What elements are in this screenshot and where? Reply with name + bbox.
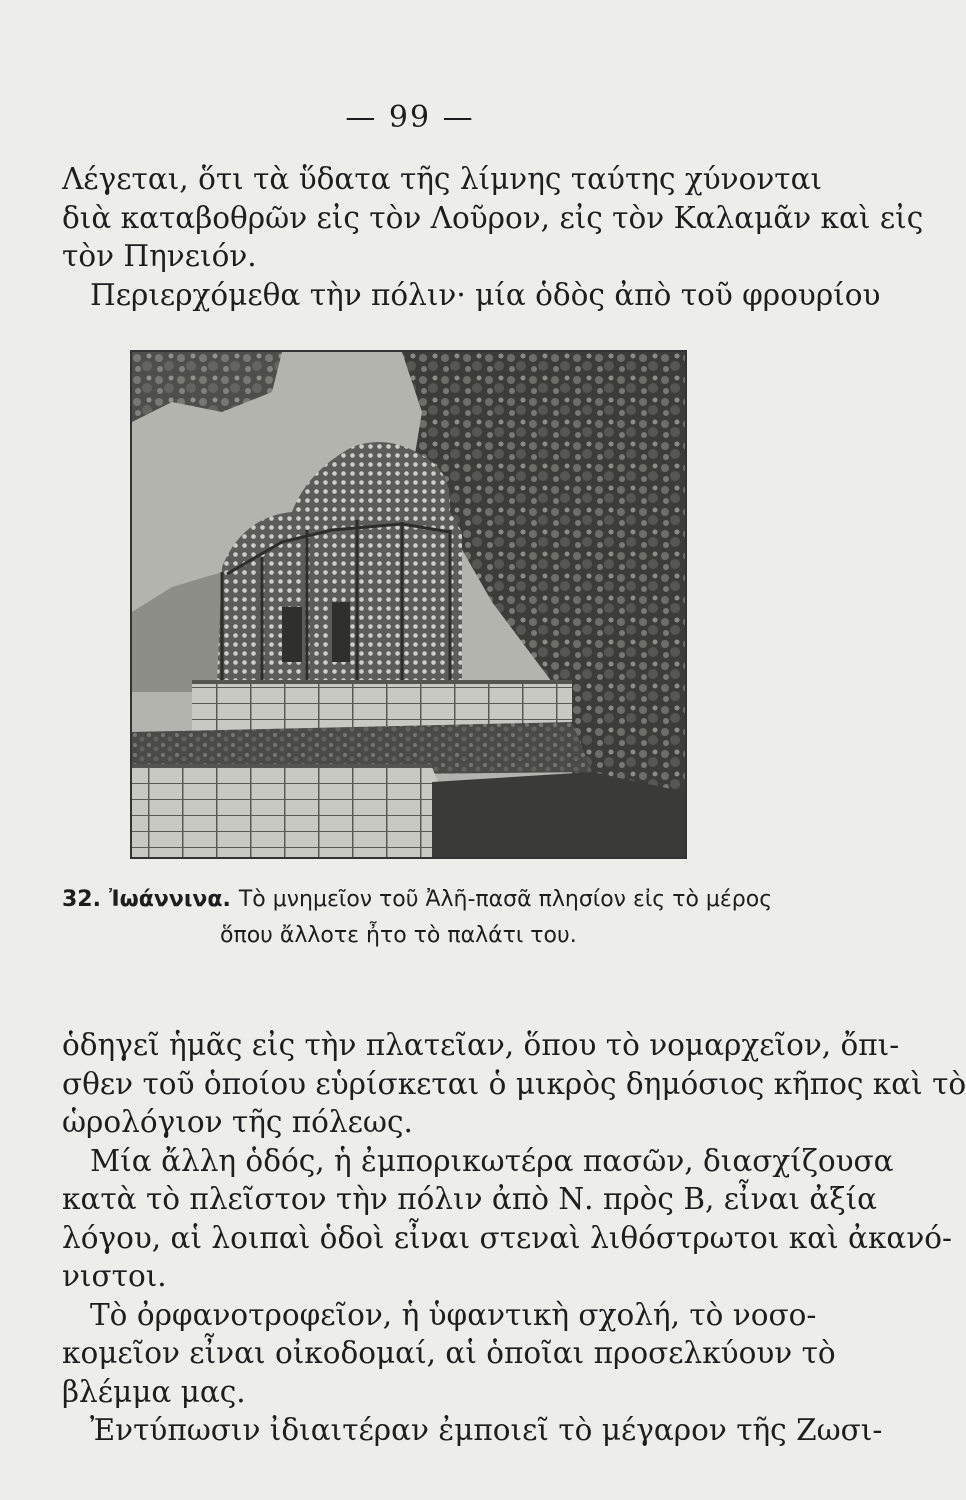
text-line: Λέγεται, ὅτι τὰ ὕδατα τῆς λίμνης ταύτης χύνονται [62,162,823,196]
text-line: Τὸ ὀρφανοτροφεῖον, ἡ ὑφαντικὴ σχολή, τὸ νοσο- [90,1297,817,1332]
text-line: ὡρολόγιον τῆς πόλεως. [62,1105,413,1139]
page-number: — 99 — [345,100,475,135]
monument-photograph [130,350,687,859]
text-line: κομεῖον εἶναι οἰκοδομαί, αἱ ὁποῖαι προσελκύουν τὸ [62,1336,836,1370]
text-line: τὸν Πηνειόν. [62,239,257,273]
text-line: διὰ καταβοθρῶν εἰς τὸν Λοῦρον, εἰς τὸν Καλαμᾶν καὶ εἰς [62,200,924,235]
text-line: σθεν τοῦ ὁποίου εὑρίσκεται ὁ μικρὸς δημόσιος κῆπος καὶ τὸ [62,1066,966,1101]
text-line: Ἐντύπωσιν ἰδιαιτέραν ἐμποιεῖ τὸ μέγαρον τῆς Ζωσι- [90,1413,883,1447]
text-line: ὁδηγεῖ ἡμᾶς εἰς τὴν πλατεῖαν, ὅπου τὸ νομαρχεῖον, ὄπι- [62,1028,900,1062]
text-line: βλέμμα μας. [62,1374,246,1409]
text-line: λόγου, αἱ λοιπαὶ ὁδοὶ εἶναι στεναὶ λιθόστρωτοι καὶ ἀκανό- [62,1220,952,1255]
text-line: κατὰ τὸ πλεῖστον τὴν πόλιν ἀπὸ Ν. πρὸς Β, εἶναι ἀξία [62,1182,878,1216]
caption-text: Τὸ μνημεῖον τοῦ Ἀλῆ-πασᾶ πλησίον εἰς τὸ μέρος [238,887,773,912]
text-line: Περιερχόμεθα τὴν πόλιν· μία ὁδὸς ἀπὸ τοῦ φρουρίου [90,277,881,312]
figure-number: 32. [62,887,101,912]
bottom-paragraph [62,1026,966,1450]
text-line: Μία ἄλλη ὁδός, ἡ ἐμπορικωτέρα πασῶν, διασχίζουσα [90,1143,894,1178]
top-paragraph [62,160,924,314]
caption-text: ὅπου ἄλλοτε ἦτο τὸ παλάτι του. [220,923,577,948]
figure-place: Ἰωάννινα. [108,887,231,912]
text-line: νιστοι. [62,1259,167,1293]
figure-caption [62,882,784,954]
